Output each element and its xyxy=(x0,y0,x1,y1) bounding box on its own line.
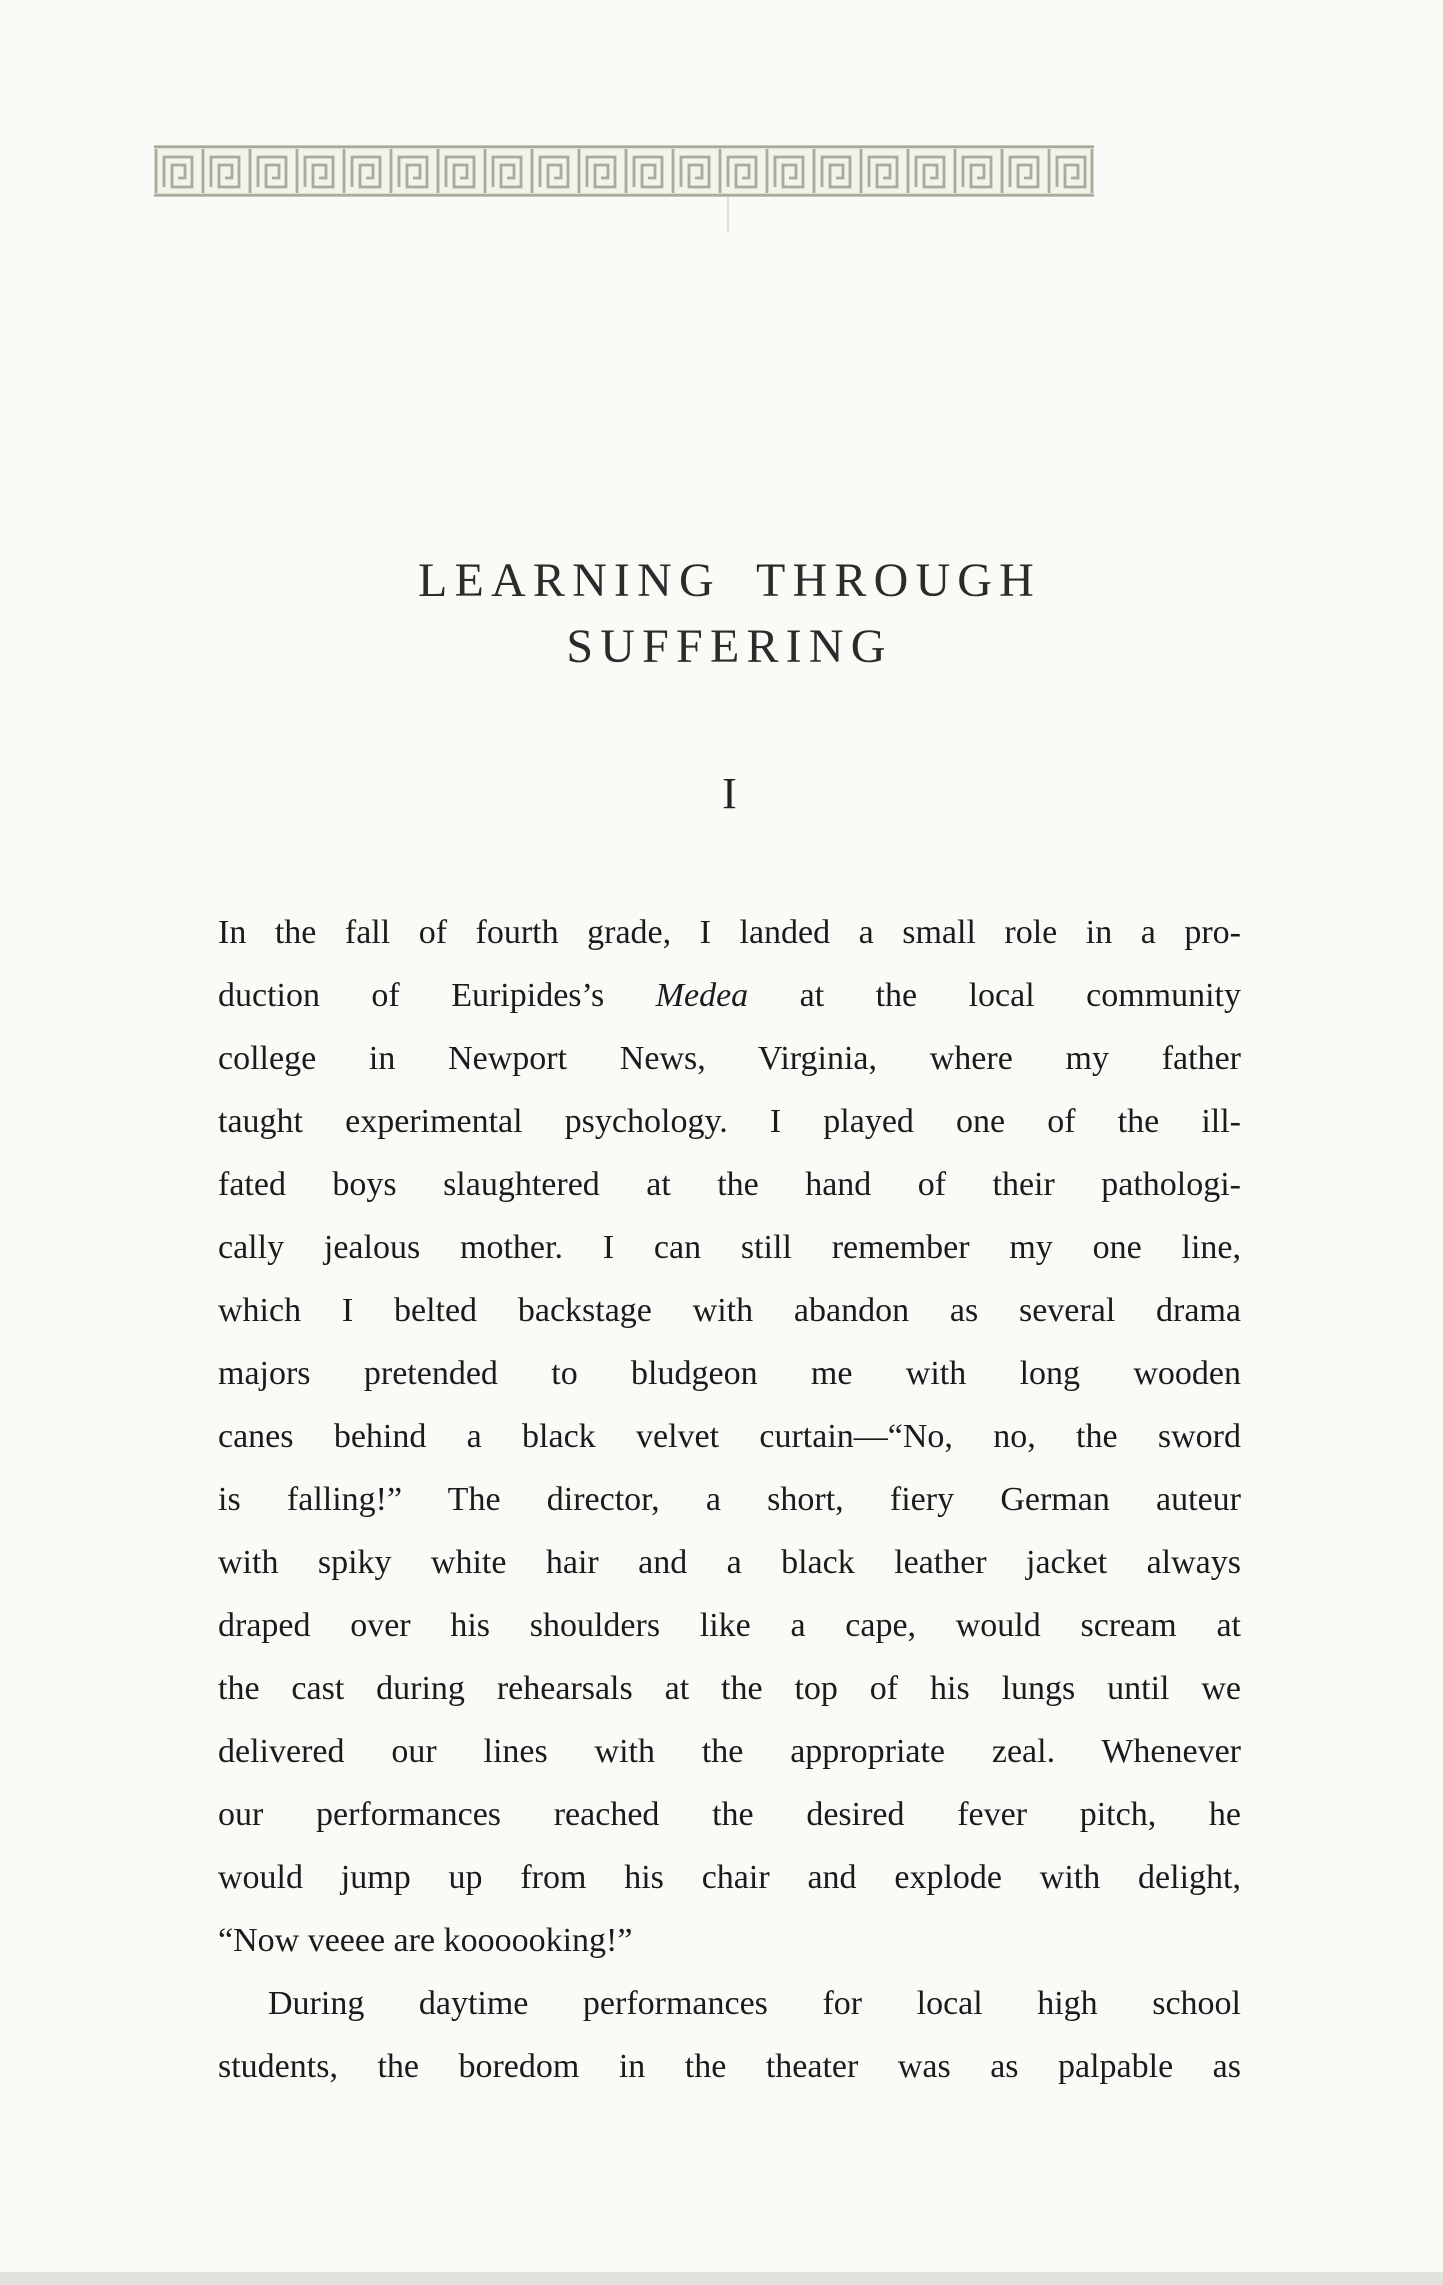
italic-text-segment: Medea xyxy=(655,977,749,1014)
text-line xyxy=(218,1153,1241,1216)
paragraph xyxy=(218,1972,1241,2098)
text-segment: at the local community xyxy=(748,977,1241,1014)
text-segment: cally jealous mother. I can still remember my one line, xyxy=(218,1229,1241,1266)
text-segment: delivered our lines with the appropriate zeal. Whenever xyxy=(218,1733,1241,1770)
text-segment: which I belted backstage with abandon as several drama xyxy=(218,1292,1241,1329)
text-line xyxy=(218,1531,1241,1594)
text-segment: the cast during rehearsals at the top of his lungs until we xyxy=(218,1670,1241,1707)
text-segment: canes behind a black velvet curtain—“No, no, the sword xyxy=(218,1418,1241,1455)
text-segment: majors pretended to bludgeon me with long wooden xyxy=(218,1355,1241,1392)
text-segment: “Now veeee are koooooking!” xyxy=(218,1922,633,1959)
text-line xyxy=(218,1846,1241,1909)
text-line xyxy=(218,1342,1241,1405)
text-line xyxy=(218,2035,1241,2098)
text-line xyxy=(218,1594,1241,1657)
text-line xyxy=(218,1720,1241,1783)
text-segment: During daytime performances for local high school xyxy=(268,1985,1241,2022)
text-segment: with spiky white hair and a black leather jacket always xyxy=(218,1544,1241,1581)
text-line xyxy=(218,1468,1241,1531)
text-line xyxy=(218,1783,1241,1846)
chapter-title-line-1: LEARNING THROUGH xyxy=(417,554,1042,607)
text-segment: is falling!” The director, a short, fiery German auteur xyxy=(218,1481,1241,1518)
section-numeral: I xyxy=(722,769,737,818)
text-segment: In the fall of fourth grade, I landed a small role in a pro- xyxy=(218,914,1241,951)
text-line xyxy=(218,1909,1241,1972)
chapter-title-line-2: SUFFERING xyxy=(566,620,893,673)
text-line xyxy=(218,964,1241,1027)
scan-edge-shadow xyxy=(0,2272,1443,2285)
text-line xyxy=(218,1027,1241,1090)
text-line xyxy=(218,1657,1241,1720)
greek-key-border xyxy=(154,145,1094,197)
chapter-title xyxy=(218,548,1241,680)
text-line xyxy=(218,901,1241,964)
text-line xyxy=(218,1090,1241,1153)
text-segment: students, the boredom in the theater was as palpable as xyxy=(218,2048,1241,2085)
text-segment: taught experimental psychology. I played one of the ill- xyxy=(218,1103,1241,1140)
text-segment: our performances reached the desired fever pitch, he xyxy=(218,1796,1241,1833)
scan-artifact-line xyxy=(727,196,729,232)
greek-key-border-icon xyxy=(154,145,1094,197)
body-text xyxy=(218,901,1241,2098)
text-segment: draped over his shoulders like a cape, would scream at xyxy=(218,1607,1241,1644)
text-segment: college in Newport News, Virginia, where my father xyxy=(218,1040,1241,1077)
text-line xyxy=(218,1216,1241,1279)
text-line xyxy=(218,1972,1241,2035)
text-line xyxy=(218,1279,1241,1342)
paragraph xyxy=(218,901,1241,1972)
text-segment: would jump up from his chair and explode with delight, xyxy=(218,1859,1241,1896)
text-line xyxy=(218,1405,1241,1468)
text-segment: duction of Euripides’s xyxy=(218,977,656,1014)
text-segment: fated boys slaughtered at the hand of their pathologi- xyxy=(218,1166,1241,1203)
